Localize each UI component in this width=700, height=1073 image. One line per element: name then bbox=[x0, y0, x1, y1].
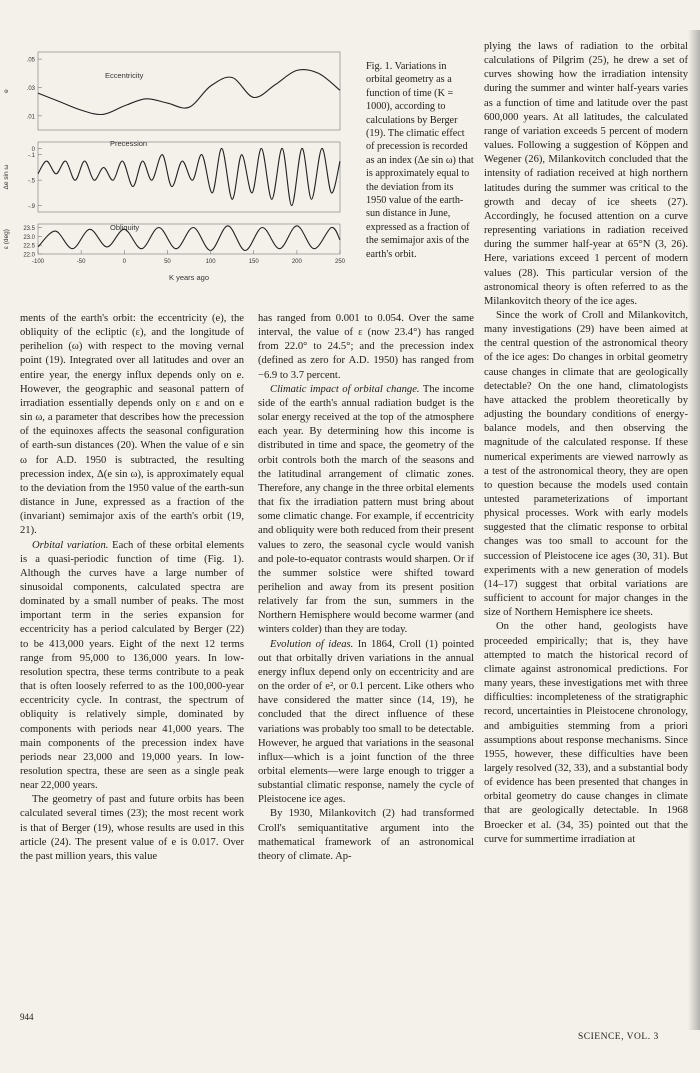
page-number: 944 bbox=[20, 1012, 34, 1022]
panel-label: Obliquity bbox=[110, 223, 140, 232]
x-tick-label: -100 bbox=[31, 259, 45, 265]
paragraph: By 1930, Milankovitch (2) had transformed Croll's semiquantitative argument into the mathematical framework of an astronomical theory of climate. Ap- bbox=[258, 808, 474, 862]
y-tick-label: -.5 bbox=[27, 178, 35, 185]
x-axis-label: K years ago bbox=[168, 273, 210, 282]
panel-label: Precession bbox=[110, 139, 148, 148]
panel-frame bbox=[38, 142, 340, 212]
series-line-precession bbox=[38, 148, 340, 205]
y-tick-label: .05 bbox=[26, 57, 35, 64]
x-tick-label: 50 bbox=[164, 259, 171, 265]
figure-1-chart bbox=[0, 38, 350, 288]
y-tick-label: 23.0 bbox=[23, 234, 35, 241]
paragraph: Evolution of ideas. In 1864, Croll (1) pointed out that orbitally driven variations in the annual energy influx depend only on eccentricity and are on the order of e², or 0.1 percent. Like others who have considered the matter since (14, 19), he concluded that the direct influence of these variations was probably too small to be detectable. However, he argued that variations in the seasonal influx—which is a joint function of the three orbital elements—were large enough to trigger a substantial climatic response, namely the cycle of Pleistocene ice ages. bbox=[258, 638, 474, 806]
y-tick-label: 22.0 bbox=[23, 252, 35, 259]
panel-frame bbox=[38, 52, 340, 130]
y-axis-label: ε (deg) bbox=[3, 229, 10, 249]
paragraph: Climatic impact of orbital change. The income side of the earth's annual radiation budget is the solar energy received at the top of the atmosphere each year. By determining how this income is distributed in time and space, the geometry of the orbit controls both the march of the seasons and the latitudinal arrangement of climatic zones. Therefore, any change in the three orbital elements that fix the irradiation pattern must bring about some climatic change. For example, if eccentricity and obliquity were both reduced from their present values to zero, the seasonal cycle would vanish and pole-to-equator contrasts would sharpen. Or if the summer solstice were shifted toward perihelion and away from its present position relatively far from the sun, summers in the Northern Hemisphere would become warmer (and winters colder) than they are today. bbox=[258, 383, 474, 636]
text-column-3 bbox=[484, 40, 688, 1030]
y-tick-label: .01 bbox=[26, 114, 35, 121]
x-tick-label: 250 bbox=[334, 259, 346, 265]
text-column-1 bbox=[20, 312, 244, 1010]
paragraph: plying the laws of radiation to the orbital calculations of Pilgrim (25), he drew a set of curves showing how the irradiation intensity during the summer and winter half-years varies as a function of time and latitude over the past 600,000 years. At all latitudes, the calculated range of variation exceeds 5 percent of modern values. Following a suggestion of Köppen and Wegener (26), Milankovitch concluded that the intensity of radiation received at high northern latitudes during the summer was critical to the growth and decay of ice sheets (27). Accordingly, he focused attention on a curve representing variations in radiation received during the summer half-year at 65°N (3, 26). Here, variations exceed 1 percent of modern values (28). This particular version of the astronomical theory is often referred to as the Milankovitch theory of the ice ages. bbox=[484, 41, 688, 307]
x-tick-label: 0 bbox=[122, 259, 126, 265]
paragraph: has ranged from 0.001 to 0.054. Over the same interval, the value of ε (now 23.4°) has ranged from 22.0° to 24.5°; and the precession index (defined as zero for A.D. 1950) has ranged from −6.9 to 3.7 percent. bbox=[258, 313, 474, 381]
figure-caption: Fig. 1. Variations in orbital geometry as a function of time (K = 1000), according to calculations by Berger (19). The climatic effect of precession is recorded as an index (Δe sin ω) that is approximately equal to the deviation from its 1950 value of the earth-sun distance in June, expressed as a fraction of the semimajor axis of the earth's orbit. bbox=[366, 61, 474, 260]
y-tick-label: 22.5 bbox=[23, 243, 35, 250]
y-axis-label: e bbox=[3, 89, 10, 93]
panel-label: Eccentricity bbox=[105, 71, 144, 80]
paragraph: Since the work of Croll and Milankovitch, many investigations (29) have been aimed at the central question of the astronomical theory of the ice ages: Do changes in orbital geometry cause changes in climate that are geologically detectable? On the one hand, climatologists have attacked the problem theoretically by adjusting the boundary conditions of energy-balance models, and then observing the magnitude of the calculated response. If these numerical experiments are viewed narrowly as a test of the astronomical theory, they are open to question because the models used contain untested parameterizations of important physical processes. Work with early models suggested that the climatic response to orbital changes was too small to account for the succession of Pleistocene ice ages (30, 31). But experiments with a new generation of models (14–17) suggest that orbital variations are sufficient to account for major changes in the size of Northern Hemisphere ice sheets. bbox=[484, 309, 688, 619]
y-tick-label: .03 bbox=[26, 85, 35, 92]
series-line-eccentricity bbox=[38, 70, 340, 115]
paragraph: The geometry of past and future orbits has been calculated several times (23); the most recent work is that of Berger (19), whose results are used in this article (24). The present value of e is 0.017. Over the past million years, this value bbox=[20, 794, 244, 862]
paragraph: Orbital variation. Each of these orbital elements is a quasi-periodic function of time (Fig. 1). Although the curves have a large number of sinusoidal components, calculated spectra are dominated by a small number of peaks. The most important term in the series expansion for eccentricity has a period calculated by Berger (22) to be 413,000 years. Eight of the next 12 terms range from 95,000 to 136,000 years. In low-resolution spectra, these terms contribute to a peak that is often loosely referred to as the 100,000-year eccentricity cycle. In contrast, the spectrum of obliquity is relatively simple, dominated by components with periods near 41,000 years. The main components of the precession index have periods near 23,000 and 19,000 years. In low-resolution spectra, these are seen as a single peak near 22,000 years. bbox=[20, 539, 244, 792]
paragraph: ments of the earth's orbit: the eccentricity (e), the obliquity of the ecliptic (ε), and the longitude of perihelion (ω) with respect to the moving vernal point (19). Integrated over all latitudes and over an entire year, the energy influx depends only on e. However, the geographic and seasonal pattern of irradiation essentially depends only on ε and on e sin ω, a parameter that describes how the precession of the equinoxes affects the seasonal configuration of earth-sun distances (20). When the value of e sin ω for A.D. 1950 is subtracted, the resulting precession index, Δ(e sin ω), is approximately equal to the deviation from the 1950 value of the earth-sun distance in June, expressed as a fraction of the (invariant) semimajor axis of the earth's orbit (19, 21). bbox=[20, 313, 244, 537]
y-tick-label: -.1 bbox=[27, 153, 35, 160]
series-line-obliquity bbox=[38, 226, 340, 251]
scan-shadow-edge bbox=[688, 30, 700, 1030]
y-tick-label: -.9 bbox=[27, 204, 35, 211]
y-tick-label: 23.5 bbox=[23, 226, 35, 233]
running-head: SCIENCE, VOL. 3 bbox=[578, 1032, 659, 1042]
y-axis-label: Δe sin ω bbox=[3, 164, 10, 190]
x-tick-label: -50 bbox=[76, 259, 86, 265]
x-tick-label: 200 bbox=[291, 259, 302, 265]
y-tick-label: 0 bbox=[31, 146, 35, 153]
text-column-2 bbox=[258, 312, 474, 1010]
paragraph: On the other hand, geologists have proceeded empirically; that is, they have attempted to match the historical record of climate against astronomical predictions. For many years, these investigations met with three difficulties: incompleteness of the stratigraphic record, uncertainties in Pleistocene chronology, and ambiguities stemming from a priori assumptions about response mechanisms. Since 1955, however, these difficulties have been largely resolved (32, 33), and a substantial body of evidence has been presented that changes in orbital geometry do cause changes in climate that are geologically detectable. In 1968 Broecker et al. (34, 35) pointed out that the curve for summertime irradiation at bbox=[484, 621, 688, 845]
panel-frame bbox=[38, 224, 340, 254]
x-tick-label: 100 bbox=[205, 259, 216, 265]
x-tick-label: 150 bbox=[248, 259, 259, 265]
